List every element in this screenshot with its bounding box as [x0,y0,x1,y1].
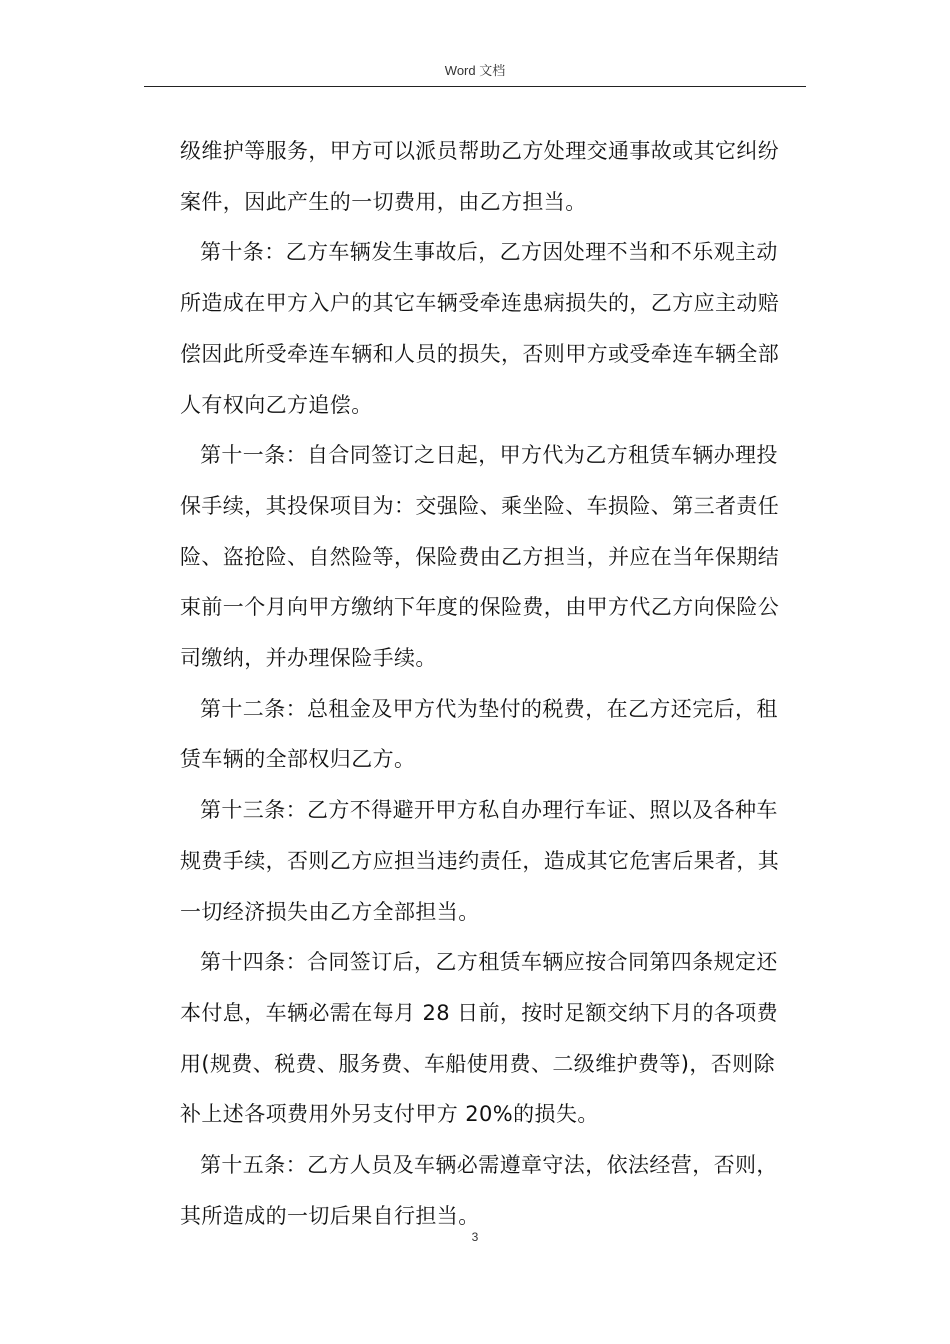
text-line: 束前一个月向甲方缴纳下年度的保险费，由甲方代乙方向保险公 [180,595,780,620]
text-line: 级维护等服务，甲方可以派员帮助乙方处理交通事故或其它纠纷 [180,139,780,163]
text-line: 规费手续，否则乙方应担当违约责任，造成其它危害后果者，其 [180,848,780,873]
text-line: 第十一条：自合同签订之日起，甲方代为乙方租赁车辆办理投 [200,443,778,468]
paragraph-article-13 [180,785,804,937]
text-line: 第十条：乙方车辆发生事故后，乙方因处理不当和不乐观主动 [200,240,778,265]
text-line: 其所造成的一切后果自行担当。 [180,1203,480,1228]
text-line: 第十三条：乙方不得避开甲方私自办理行车证、照以及各种车 [200,798,778,823]
paragraph-continuation [180,126,804,227]
document-body [180,126,804,1241]
text-line: 赁车辆的全部权归乙方。 [180,747,416,772]
text-line: 用(规费、税费、服务费、车船使用费、二级维护费等)，否则除 [180,1051,775,1076]
text-line: 所造成在甲方入户的其它车辆受牵连患病损失的，乙方应主动赔 [180,291,780,316]
header-divider [144,86,806,87]
text-line: 司缴纳，并办理保险手续。 [180,646,437,671]
page-number: 3 [471,1230,479,1244]
document-header: Word 文档 [444,63,506,78]
text-line: 第十二条：总租金及甲方代为垫付的税费，在乙方还完后，租 [200,696,778,721]
text-line: 第十四条：合同签订后，乙方租赁车辆应按合同第四条规定还 [200,950,778,975]
text-line: 险、盗抢险、自然险等，保险费由乙方担当，并应在当年保期结 [180,544,780,569]
paragraph-article-12 [180,684,804,785]
paragraph-article-14 [180,937,804,1140]
paragraph-article-10 [180,227,804,430]
text-line: 人有权向乙方追偿。 [180,392,373,417]
text-line: 偿因此所受牵连车辆和人员的损失，否则甲方或受牵连车辆全部 [180,341,780,366]
text-line: 第十五条：乙方人员及车辆必需遵章守法，依法经营，否则， [200,1153,778,1178]
paragraph-article-15 [180,1140,804,1241]
text-line: 本付息，车辆必需在每月 28 日前，按时足额交纳下月的各项费 [180,1000,779,1025]
text-line: 补上述各项费用外另支付甲方 20%的损失。 [180,1102,599,1127]
text-line: 保手续，其投保项目为：交强险、乘坐险、车损险、第三者责任 [180,493,780,518]
text-line: 案件，因此产生的一切费用，由乙方担当。 [180,189,587,214]
paragraph-article-11 [180,430,804,684]
text-line: 一切经济损失由乙方全部担当。 [180,899,480,924]
